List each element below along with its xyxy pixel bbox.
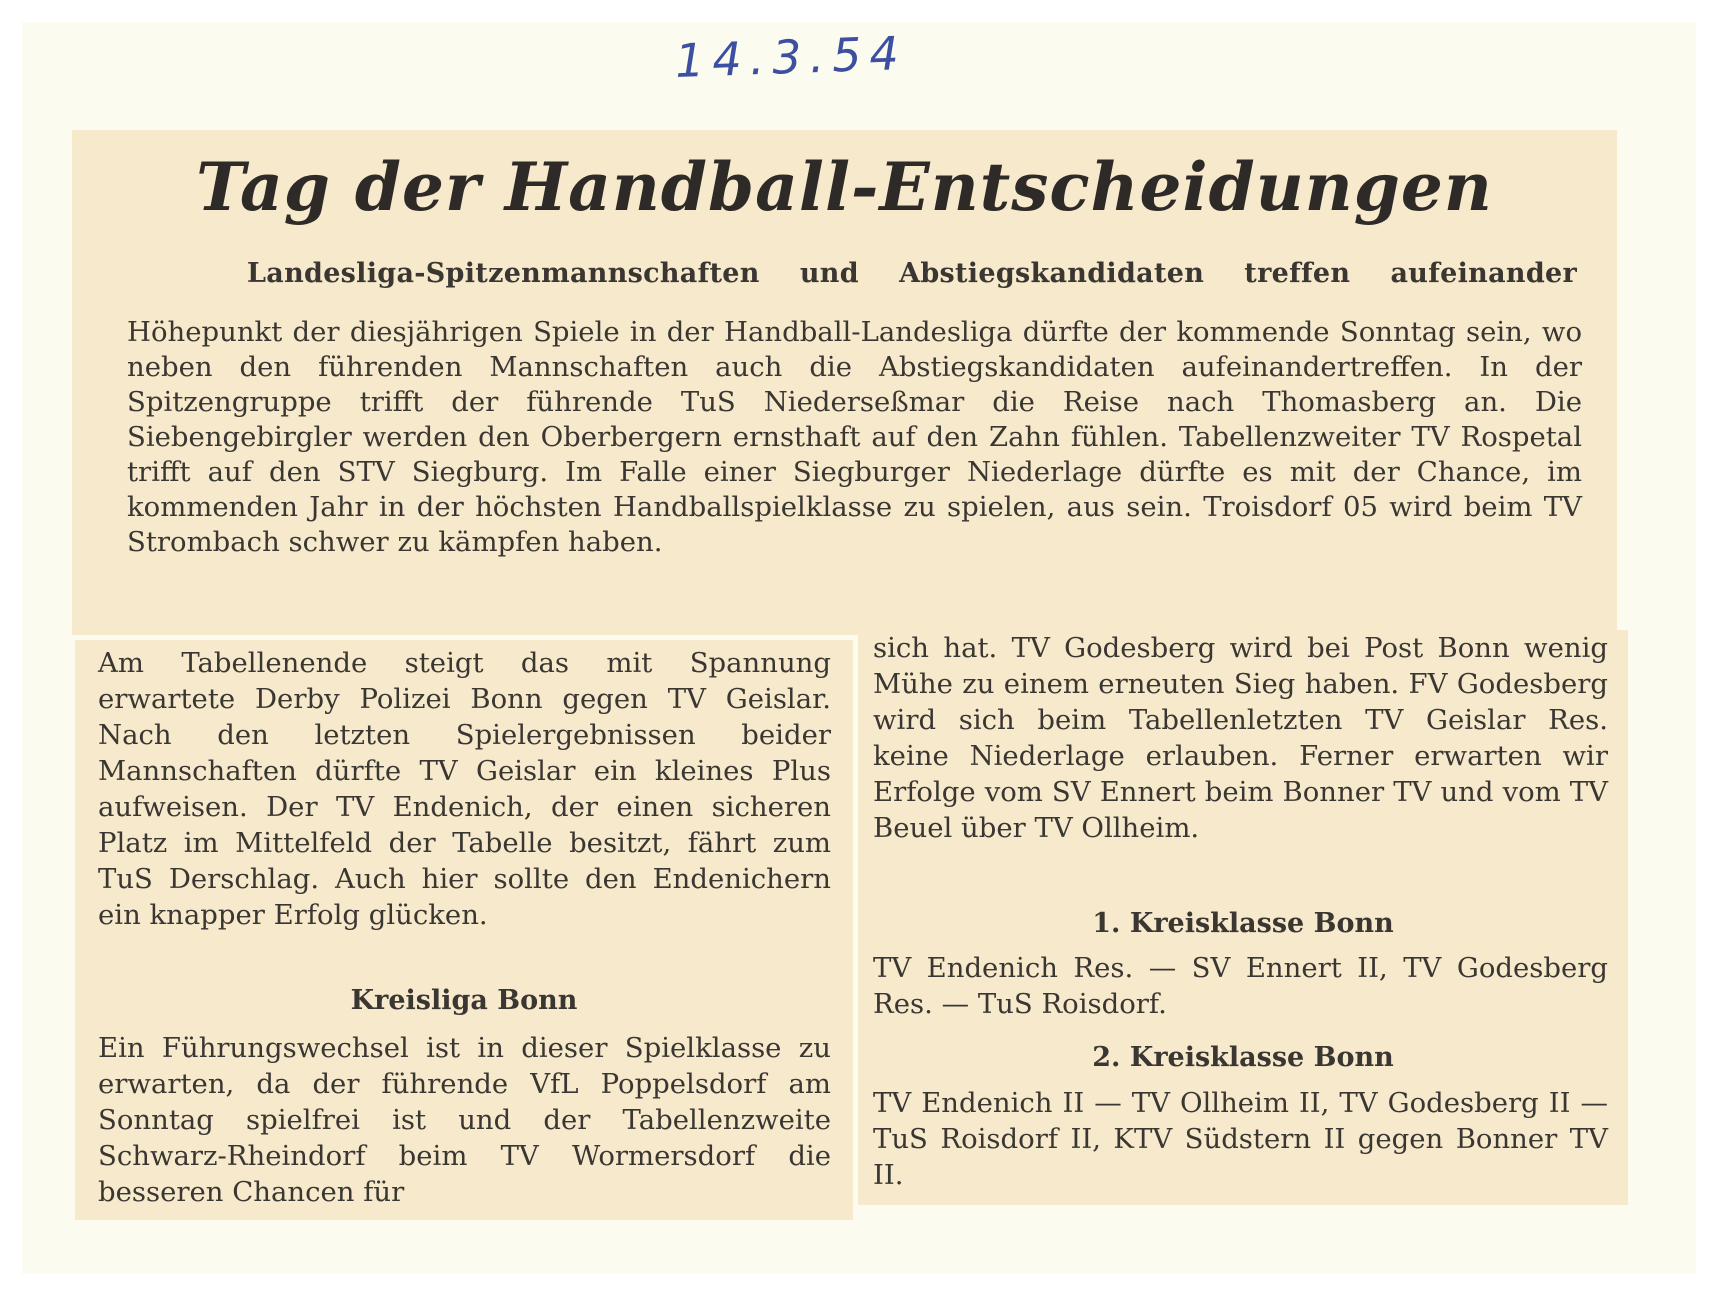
clipping-left-column [75, 640, 853, 1220]
left-paragraph-2: Ein Führungswechsel ist in dieser Spielklasse zu erwarten, da der führende VfL Poppelsdorf am Sonntag spielfrei ist und der Tabellenzweite Schwarz-Rheindorf beim TV Wormersdorf die besseren Chancen für [98, 1032, 831, 1208]
clipping-top [72, 130, 1617, 635]
section-heading-1-kreisklasse: 1. Kreisklasse Bonn [1092, 908, 1394, 939]
subheadline: Landesliga-Spitzenmannschaften und Abstiegskandidaten treffen aufeinander [247, 258, 1577, 289]
headline: Tag der Handball-Entscheidungen [196, 148, 1493, 226]
right-paragraph-3: TV Endenich II — TV Ollheim II, TV Godesberg II — TuS Roisdorf II, KTV Südstern II gegen Bonner TV II. [873, 1087, 1608, 1191]
section-heading-kreisliga: Kreisliga Bonn [350, 985, 578, 1016]
right-paragraph-2: TV Endenich Res. — SV Ennert II, TV Godesberg Res. — TuS Roisdorf. [873, 952, 1608, 1020]
left-paragraph-1: Am Tabellenende steigt das mit Spannung erwartete Derby Polizei Bonn gegen TV Geislar. Nach den letzten Spielergebnissen beider Mannschaften dürfte TV Geislar ein kleines Plus aufweisen. Der TV Endenich, der einen sicheren Platz im Mittelfeld der Tabelle besitzt, fährt zum TuS Derschlag. Auch hier sollte den Endenichern ein knapper Erfolg glücken. [98, 647, 831, 931]
clipping-right-column [858, 630, 1628, 1205]
lead-paragraph: Höhepunkt der diesjährigen Spiele in der Handball-Landesliga dürfte der kommende Sonntag sein, wo neben den führenden Mannschaften auch die Abstiegskandidaten aufeinandertreffen. In der Spitzengruppe trifft der führende TuS Niederseßmar die Reise nach Thomasberg an. Die Siebengebirgler werden den Oberbergern ernsthaft auf den Zahn fühlen. Tabellenzweiter TV Rospetal trifft auf den STV Siegburg. Im Falle einer Siegburger Niederlage dürfte es mit der Chance, im kommenden Jahr in der höchsten Handballspielklasse zu spielen, aus sein. Troisdorf 05 wird beim TV Strombach schwer zu kämpfen haben. [127, 316, 1582, 558]
section-heading-2-kreisklasse: 2. Kreisklasse Bonn [1092, 1042, 1394, 1073]
handwritten-date: 14.3.54 [674, 25, 908, 89]
right-paragraph-1: sich hat. TV Godesberg wird bei Post Bonn wenig Mühe zu einem erneuten Sieg haben. FV Godesberg wird sich beim Tabellenletzten TV Geislar Res. keine Niederlage erlauben. Ferner erwarten wir Erfolge vom SV Ennert beim Bonner TV und vom TV Beuel über TV Ollheim. [873, 632, 1608, 844]
